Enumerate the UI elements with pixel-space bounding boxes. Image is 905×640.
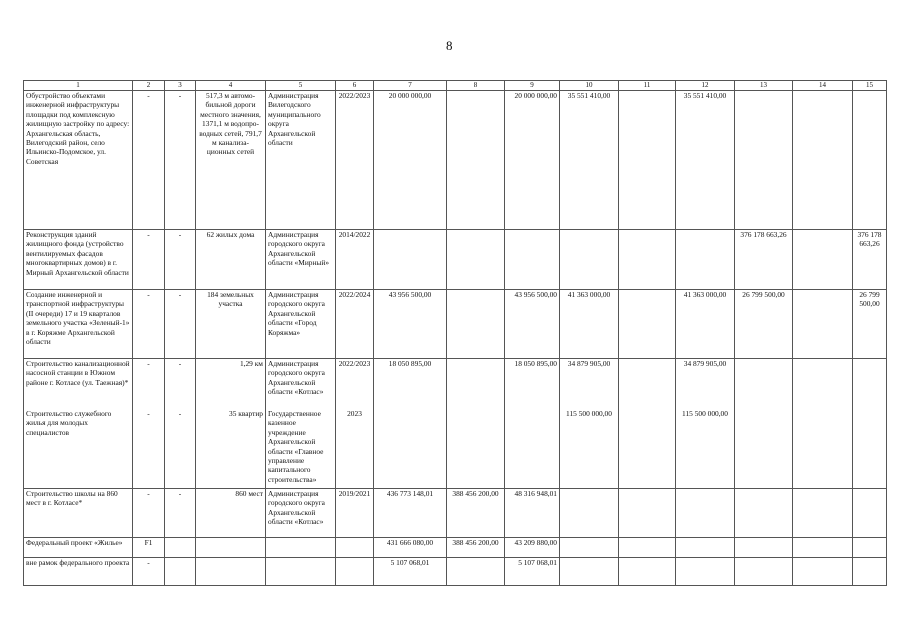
table-cell: - — [165, 290, 196, 359]
amount-cell — [447, 230, 505, 290]
amount-cell — [735, 91, 793, 230]
amount-cell: 48 316 948,01 — [505, 489, 560, 538]
cell-a: - — [147, 359, 150, 368]
amount-cell: 43 209 880,00 — [505, 538, 560, 558]
amount-cell — [374, 230, 447, 290]
table-row — [24, 558, 887, 586]
amount-cell — [676, 538, 735, 558]
column-header: 13 — [735, 81, 793, 91]
capacity-cell: 184 земельных участка — [196, 290, 266, 359]
column-header: 2 — [133, 81, 165, 91]
customer-cell: Администрация городского округа Архангельской области «Котлас» — [266, 489, 336, 538]
amount-cell — [560, 489, 619, 538]
program-table — [23, 80, 887, 586]
period-cell: 2022/2023 — [336, 91, 374, 230]
period-cell: 2022/2024 — [336, 290, 374, 359]
header-row — [24, 81, 887, 91]
capacity-cell: 62 жилых дома — [196, 230, 266, 290]
period-b: 2023 — [347, 409, 362, 418]
amount-cell: 41 363 000,00 — [560, 290, 619, 359]
table-cell — [165, 538, 196, 558]
object-name-cell: Обустройство объектами инженерной инфраструктуры площадки под комплексную жилищную застройку по адресу: Архангельская область, Вилегодский район, село Ильинско-Подомское, ул. Советская — [24, 91, 133, 230]
period-cell — [336, 558, 374, 586]
amount-a: 18 050 895,00 — [514, 359, 557, 368]
amount-cell: 376 178 663,26 — [735, 230, 793, 290]
object-name-cell: Федеральный проект «Жилье» — [24, 538, 133, 558]
amount-cell — [447, 359, 505, 489]
amount-cell — [853, 558, 887, 586]
amount-cell — [676, 230, 735, 290]
column-header: 12 — [676, 81, 735, 91]
customer-cell: Администрация городского округа Архангельской области «Мирный» — [266, 230, 336, 290]
amount-cell: 43 956 500,00 — [374, 290, 447, 359]
column-header: 5 — [266, 81, 336, 91]
table-cell — [165, 558, 196, 586]
column-header: 9 — [505, 81, 560, 91]
table-cell: - — [133, 230, 165, 290]
amount-cell — [853, 489, 887, 538]
amount-cell — [447, 290, 505, 359]
amount-cell — [853, 538, 887, 558]
column-header: 3 — [165, 81, 196, 91]
amount-cell: 436 773 148,01 — [374, 489, 447, 538]
amount-b: 115 500 000,00 — [682, 409, 728, 418]
object-name-cell — [24, 359, 133, 489]
column-header: 8 — [447, 81, 505, 91]
amount-cell — [735, 359, 793, 489]
table-cell — [133, 359, 165, 489]
amount-cell: 20 000 000,00 — [505, 91, 560, 230]
amount-cell: 20 000 000,00 — [374, 91, 447, 230]
amount-cell — [619, 538, 676, 558]
amount-cell — [560, 538, 619, 558]
customer-b: Государственное казенное учреждение Архангельской области «Главное управление капитального строительства» — [268, 409, 324, 484]
table-cell — [165, 359, 196, 489]
table-row — [24, 91, 887, 230]
capacity-cell: 517,3 м автомо-бильной дороги местного значения, 1371,1 м водопро-водных сетей, 791,7 м канализа-ционных сетей — [196, 91, 266, 230]
object-name-cell: Создание инженерной и транспортной инфраструктуры (II очереди) 17 и 19 кварталов земельного участка «Зеленый-1» в г. Коряжме Архангельской области — [24, 290, 133, 359]
column-header: 14 — [793, 81, 853, 91]
customer-cell: Администрация городского округа Архангельской области «Город Коряжма» — [266, 290, 336, 359]
amount-cell: 388 456 200,00 — [447, 538, 505, 558]
capacity-b: 35 квартир — [229, 409, 263, 418]
period-a: 2022/2023 — [338, 359, 371, 368]
amount-cell: 5 107 068,01 — [505, 558, 560, 586]
amount-cell — [619, 558, 676, 586]
amount-cell — [560, 558, 619, 586]
table-row — [24, 359, 887, 489]
capacity-cell: 860 мест — [196, 489, 266, 538]
table-cell: - — [133, 91, 165, 230]
capacity-cell — [196, 359, 266, 489]
amount-a: 34 879 905,00 — [567, 359, 611, 368]
amount-cell — [619, 489, 676, 538]
amount-cell — [793, 91, 853, 230]
table-cell: - — [165, 91, 196, 230]
amount-cell — [560, 359, 619, 489]
object-name-cell: Строительство школы на 860 мест в г. Котласе* — [24, 489, 133, 538]
amount-cell — [447, 558, 505, 586]
amount-a: 34 879 905,00 — [683, 359, 727, 368]
period-cell: 2019/2021 — [336, 489, 374, 538]
amount-cell — [505, 359, 560, 489]
amount-cell — [560, 230, 619, 290]
amount-cell — [447, 91, 505, 230]
object-name-a: Строительство канализационной насосной станции в Южном районе г. Котласе (ул. Таежная)* — [26, 359, 130, 387]
column-header: 15 — [853, 81, 887, 91]
amount-b: 115 500 000,00 — [566, 409, 612, 418]
amount-cell — [735, 538, 793, 558]
customer-cell — [266, 359, 336, 489]
amount-cell: 388 456 200,00 — [447, 489, 505, 538]
column-header: 1 — [24, 81, 133, 91]
object-name-cell: Реконструкция зданий жилищного фонда (устройство вентилируемых фасадов многоквартирных домов) в г. Мирный Архангельской области — [24, 230, 133, 290]
amount-cell — [793, 290, 853, 359]
column-header: 7 — [374, 81, 447, 91]
page-number: 8 — [446, 38, 453, 53]
customer-a: Администрация городского округа Архангельской области «Котлас» — [268, 359, 325, 397]
amount-cell — [505, 230, 560, 290]
amount-cell — [793, 538, 853, 558]
amount-cell: 376 178 663,26 — [853, 230, 887, 290]
table-cell: - — [165, 230, 196, 290]
amount-cell: 35 551 410,00 — [560, 91, 619, 230]
amount-cell — [793, 359, 853, 489]
table-row — [24, 290, 887, 359]
amount-cell — [793, 230, 853, 290]
customer-cell — [266, 538, 336, 558]
table-cell: - — [165, 489, 196, 538]
table-cell: F1 — [133, 538, 165, 558]
table-row — [24, 489, 887, 538]
amount-cell — [853, 359, 887, 489]
amount-cell — [676, 359, 735, 489]
table-row — [24, 230, 887, 290]
amount-cell — [676, 558, 735, 586]
amount-cell: 5 107 068,01 — [374, 558, 447, 586]
object-name-cell: вне рамок федерального проекта — [24, 558, 133, 586]
cell-b: - — [178, 409, 182, 418]
amount-cell: 26 799 500,00 — [735, 290, 793, 359]
column-header: 10 — [560, 81, 619, 91]
amount-cell — [793, 489, 853, 538]
amount-cell — [619, 290, 676, 359]
table-cell: - — [133, 290, 165, 359]
amount-cell: 41 363 000,00 — [676, 290, 735, 359]
column-header: 4 — [196, 81, 266, 91]
period-cell — [336, 359, 374, 489]
amount-cell: 26 799 500,00 — [853, 290, 887, 359]
amount-cell — [793, 558, 853, 586]
amount-cell: 35 551 410,00 — [676, 91, 735, 230]
period-cell: 2014/2022 — [336, 230, 374, 290]
customer-cell: Администрация Вилегодского муниципального округа Архангельской области — [266, 91, 336, 230]
column-header: 6 — [336, 81, 374, 91]
amount-cell — [735, 558, 793, 586]
capacity-cell — [196, 538, 266, 558]
amount-cell — [735, 489, 793, 538]
amount-cell — [619, 91, 676, 230]
amount-cell — [619, 230, 676, 290]
amount-cell — [619, 359, 676, 489]
amount-cell — [853, 91, 887, 230]
object-name-b: Строительство служебного жилья для молодых специалистов — [26, 409, 112, 437]
amount-a: 18 050 895,00 — [388, 359, 432, 368]
period-cell — [336, 538, 374, 558]
column-header: 11 — [619, 81, 676, 91]
capacity-cell — [196, 558, 266, 586]
customer-cell — [266, 558, 336, 586]
cell-a: - — [178, 359, 182, 368]
amount-cell — [676, 489, 735, 538]
cell-b: - — [147, 409, 150, 418]
amount-cell — [374, 359, 447, 489]
amount-cell: 43 956 500,00 — [505, 290, 560, 359]
table-cell: - — [133, 489, 165, 538]
capacity-a: 1,29 км — [239, 359, 263, 368]
table-row — [24, 538, 887, 558]
amount-cell: 431 666 080,00 — [374, 538, 447, 558]
table-cell: - — [133, 558, 165, 586]
